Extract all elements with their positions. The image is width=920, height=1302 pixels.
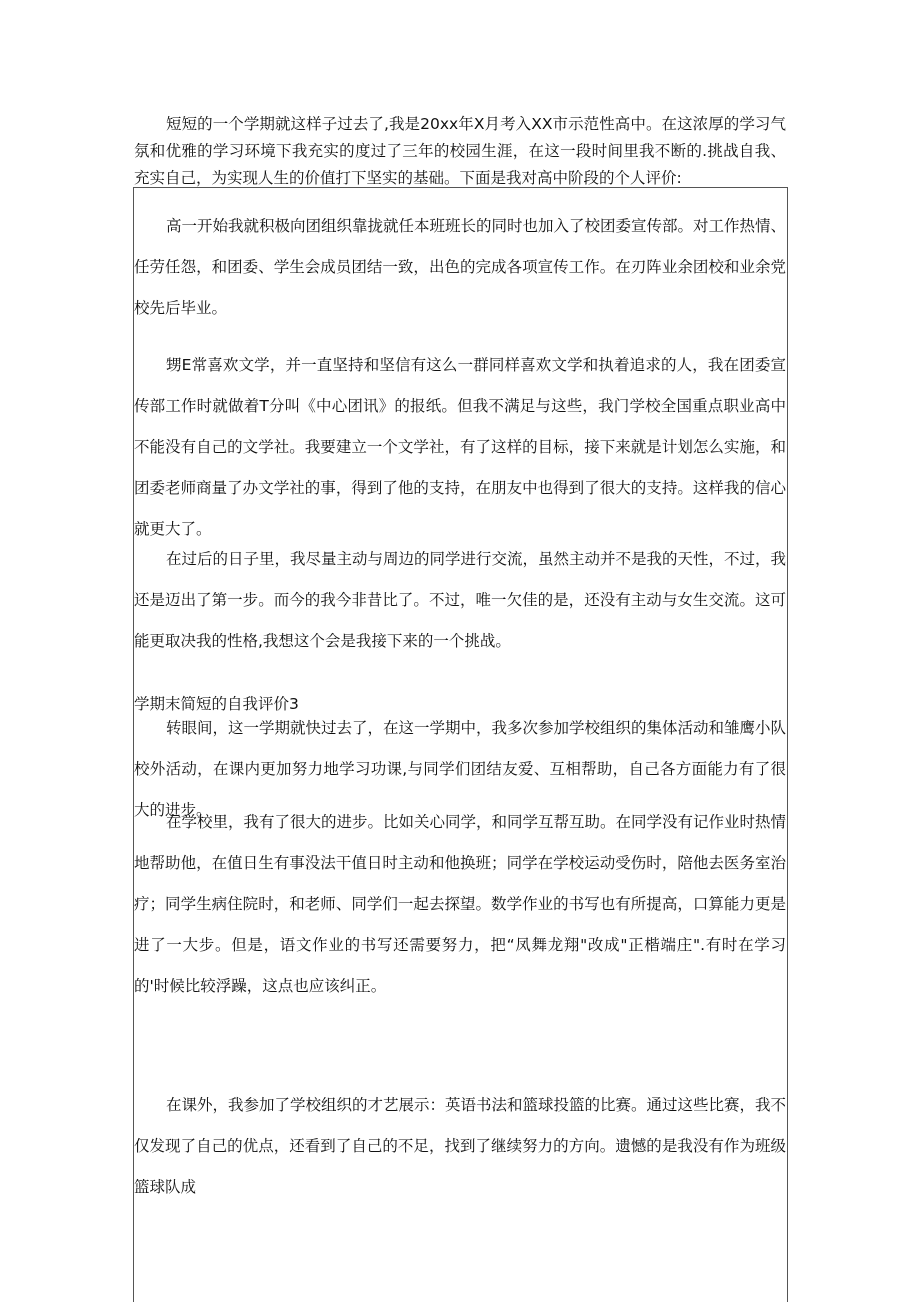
- paragraph-2: 甥E常喜欢文学，并一直坚持和坚信有这么一群同样喜欢文学和执着追求的人，我在团委宣传部工作时就做着T分叫《中心团讯》的报纸。但我不满足与这些，我门学校全国重点职业高中不能没有自己的文学社。我要建立一个文学社，有了这样的目标，接下来就是计划怎么实施，和团委老师商量了办文学社的事，得到了他的支持，在朋友中也得到了很大的支持。这样我的信心就更大了。: [134, 356, 786, 538]
- paragraph-5: 在学校里，我有了很大的进步。比如关心同学，和同学互帮互助。在同学没有记作业时热情地帮助他，在值日生有事没法干值日时主动和他换班；同学在学校运动受伤时，陪他去医务室治疗；同学生病住院时，和老师、同学们一起去探望。数学作业的书写也有所提高，口算能力更是进了一大步。但是，语文作业的书写还需要努力，把“凤舞龙翔"改成"正楷端庄".有时在学习的'时候比较浮躁，这点也应该纠正。: [134, 813, 787, 995]
- paragraph-6: 在课外，我参加了学校组织的才艺展示：英语书法和篮球投篮的比赛。通过这些比赛，我不仅发现了自己的优点，还看到了自己的不足，找到了继续努力的方向。遗憾的是我没有作为班级篮球队成: [134, 1096, 787, 1196]
- section-heading: 学期末简短的自我评价3: [134, 695, 299, 713]
- paragraph-4: 转眼间，这一学期就快过去了，在这一学期中，我多次参加学校组织的集体活动和雏鹰小队校外活动，在课内更加努力地学习功课,与同学们团结友爱、互相帮助，自己各方面能力有了很大的进步。: [134, 719, 787, 819]
- paragraph-1: 高一开始我就积极向团组织靠拢就任本班班长的同时也加入了校团委宣传部。对工作热情、任劳任怨，和团委、学生会成员团结一致，出色的完成各项宣传工作。在刃阵业余团校和业余党校先后毕业。: [134, 217, 787, 317]
- paragraph-3: 在过后的日子里，我尽量主动与周边的同学进行交流，虽然主动并不是我的天性，不过，我还是迈出了第一步。而今的我今非昔比了。不过，唯一欠佳的是，还没有主动与女生交流。这可能更取决我的性格,我想这个会是我接下来的一个挑战。: [134, 550, 787, 650]
- intro-paragraph: 短短的一个学期就这样子过去了,我是20xx年X月考入XX市示范性高中。在这浓厚的学习气氛和优雅的学习环境下我充实的度过了三年的校园生涯，在这一段时间里我不断的.挑战自我、充实自己，为实现人生的价值打下坚实的基础。下面是我对高中阶段的个人评价:: [134, 115, 786, 187]
